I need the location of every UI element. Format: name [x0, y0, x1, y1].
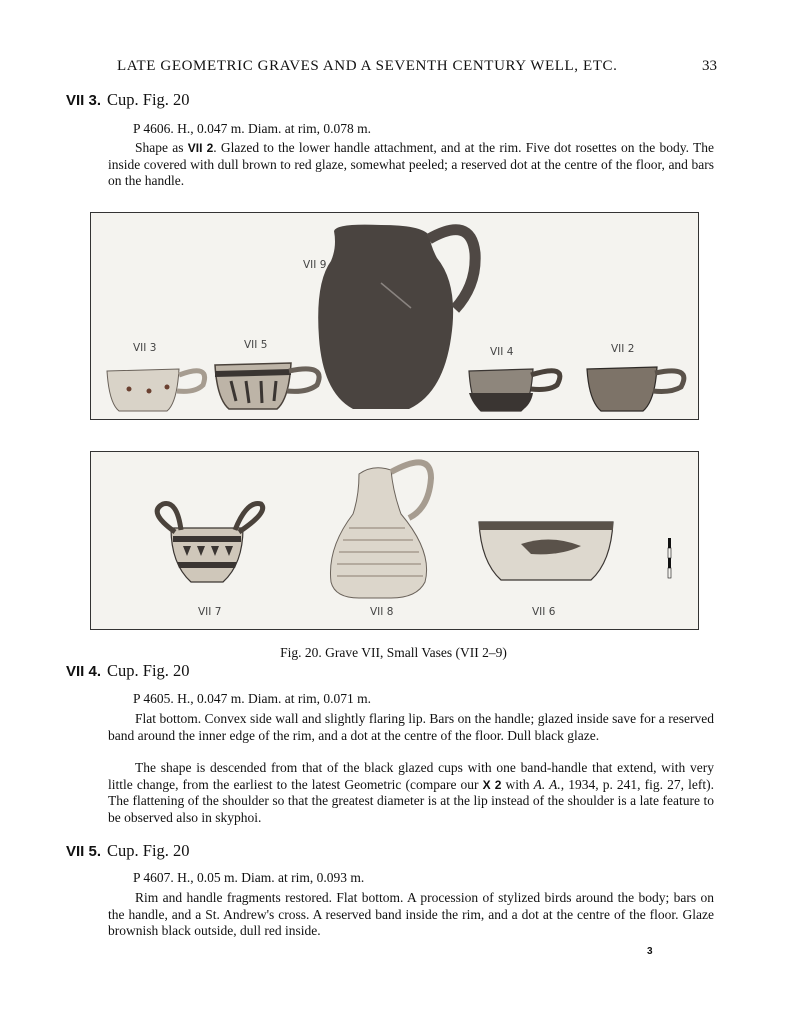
vessel-vii6-bowl	[479, 522, 613, 580]
entry-heading-vii3	[66, 90, 190, 110]
figure-caption: Fig. 20. Grave VII, Small Vases (VII 2–9)	[280, 645, 507, 660]
entry-title: Cup. Fig. 20	[107, 90, 190, 109]
scale-bar	[668, 538, 671, 578]
entry-discussion-vii4: The shape is descended from that of the black glazed cups with one band-handle that extend, with very little change, from the earliest to the latest Geometric (compare our X 2 with A. A., 1934, p. 241, fig. 27, left). The flattening of the shoulder so that the greatest diameter is at the lip instead of the shoulder is a late feature to be observed also in skyphoi.	[108, 760, 714, 825]
entry-heading-vii4	[66, 661, 190, 681]
figure-plate-top	[90, 212, 699, 420]
page-number: 33	[702, 58, 717, 74]
signature-mark: 3	[647, 946, 653, 957]
entry-description-vii3: Shape as VII 2. Glazed to the lower handle attachment, and at the rim. Five dot rosettes on the body. The inside covered with dull brown to red glaze, somewhat peeled; a reserved dot at the centre of the floor, and bars on the handle.	[108, 140, 714, 188]
label-vii4: VII 4	[490, 346, 514, 358]
entry-meta-vii3: P 4606. H., 0.047 m. Diam. at rim, 0.078 m.	[133, 121, 371, 136]
label-vii6: VII 6	[532, 606, 556, 618]
entry-description-vii5: Rim and handle fragments restored. Flat bottom. A procession of stylized birds around the body; bars on the handle, and a St. Andrew's cross. A reserved band inside the rim, and a dot at the centre of the floor. Glaze brownish black outside, dull red inside.	[108, 890, 714, 938]
label-vii7: VII 7	[198, 606, 222, 618]
entry-id: VII 5.	[66, 843, 102, 860]
entry-title: Cup. Fig. 20	[107, 841, 190, 860]
entry-id: VII 3.	[66, 92, 102, 109]
figure-plate-bottom	[90, 451, 699, 630]
entry-title: Cup. Fig. 20	[107, 661, 190, 680]
entry-heading-vii5	[66, 841, 190, 861]
plate-bottom-illustration	[91, 452, 698, 629]
label-vii8: VII 8	[370, 606, 394, 618]
running-title: LATE GEOMETRIC GRAVES AND A SEVENTH CENTURY WELL, ETC.	[117, 58, 618, 74]
entry-meta-vii5: P 4607. H., 0.05 m. Diam. at rim, 0.093 m.	[133, 870, 365, 885]
entry-id: VII 4.	[66, 663, 102, 680]
label-vii3: VII 3	[133, 342, 157, 354]
label-vii2: VII 2	[611, 343, 635, 355]
label-vii5: VII 5	[244, 339, 268, 351]
entry-meta-vii4: P 4605. H., 0.047 m. Diam. at rim, 0.071 m.	[133, 691, 371, 706]
label-vii9: VII 9	[303, 259, 327, 271]
plate-top-illustration	[91, 213, 698, 419]
entry-description-vii4: Flat bottom. Convex side wall and slightly flaring lip. Bars on the handle; glazed inside save for a reserved band around the inner edge of the rim, and a dot at the centre of the floor. Dull black glaze.	[108, 711, 714, 743]
